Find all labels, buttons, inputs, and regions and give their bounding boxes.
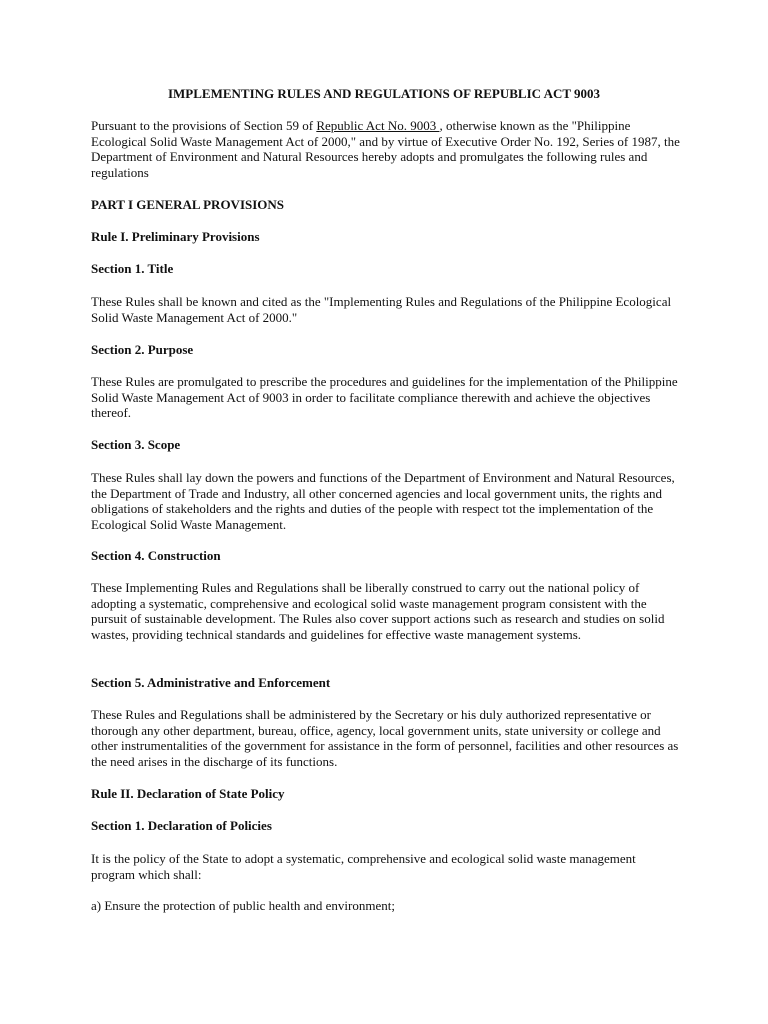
policy-item-a: a) Ensure the protection of public health and environment; (91, 898, 395, 913)
rule-2-section-1-text: It is the policy of the State to adopt a systematic, comprehensive and ecological solid waste management program which shall: (91, 851, 636, 882)
intro-paragraph (91, 118, 681, 180)
section-2-heading: Section 2. Purpose (91, 342, 194, 357)
republic-act-link[interactable]: Republic Act No. 9003 (316, 118, 440, 133)
document-title: IMPLEMENTING RULES AND REGULATIONS OF REPUBLIC ACT 9003 (167, 86, 601, 101)
section-3-heading: Section 3. Scope (91, 437, 181, 452)
rule-2-heading: Rule II. Declaration of State Policy (91, 786, 285, 801)
section-4-text: These Implementing Rules and Regulations shall be liberally construed to carry out the national policy of adopting a systematic, comprehensive and ecological solid waste management program consistent with the pursuit of sustainable development. The Rules also cover support actions such as research and studies on solid wastes, providing technical standards and guidelines for effective waste management systems. (91, 580, 665, 642)
intro-text-after-link: , otherwise known as the "Philippine Ecological Solid Waste Management Act of 2000," and by virtue of Executive Order No. 192, Series of 1987, the Department of Environment and Natural Resources hereby adopts and promulgates the following rules and regulations (91, 118, 680, 180)
section-3-text: These Rules shall lay down the powers and functions of the Department of Environment and Natural Resources, the Department of Trade and Industry, all other concerned agencies and local government units, the rights and obligations of stakeholders and the rights and duties of the people with respect tot the implementation of the Ecological Solid Waste Management. (91, 470, 675, 532)
rule-2-section-1-heading: Section 1. Declaration of Policies (91, 818, 272, 833)
section-4-heading: Section 4. Construction (91, 548, 221, 563)
section-2-text: These Rules are promulgated to prescribe the procedures and guidelines for the implementation of the Philippine Solid Waste Management Act of 9003 in order to facilitate compliance therewith and achieve the objectives thereof. (91, 374, 678, 420)
intro-text-before-link: Pursuant to the provisions of Section 59 of (91, 118, 317, 133)
section-5-text: These Rules and Regulations shall be administered by the Secretary or his duly authorized representative or thorough any other department, bureau, office, agency, local government units, state university or college and other instrumentalities of the government for assistance in the form of personnel, facilities and other resources as the need arises in the discharge of its functions. (91, 707, 679, 769)
section-1-heading: Section 1. Title (91, 261, 174, 276)
section-5-heading: Section 5. Administrative and Enforcement (91, 675, 331, 690)
rule-1-heading: Rule I. Preliminary Provisions (91, 229, 260, 244)
section-1-text: These Rules shall be known and cited as the "Implementing Rules and Regulations of the Philippine Ecological Solid Waste Management Act of 2000." (91, 294, 672, 325)
part-heading: PART I GENERAL PROVISIONS (91, 197, 285, 212)
